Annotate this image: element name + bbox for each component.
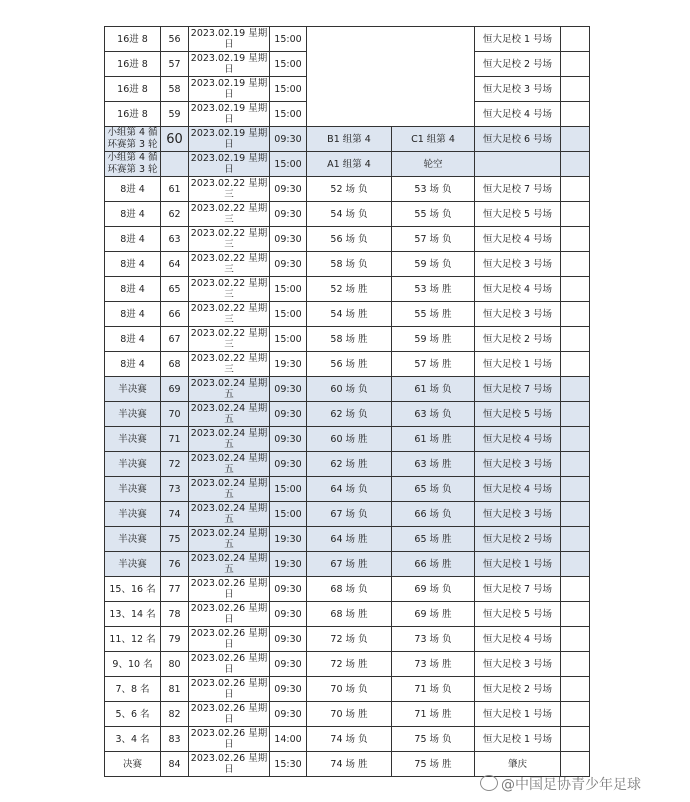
blank-cell xyxy=(561,27,590,52)
team-b-cell: 69 场 胜 xyxy=(392,602,475,627)
blank-cell xyxy=(561,152,590,177)
blank-cell xyxy=(561,352,590,377)
time-cell: 09:30 xyxy=(270,602,307,627)
blank-cell xyxy=(561,502,590,527)
time-cell: 15:00 xyxy=(270,52,307,77)
blank-cell xyxy=(561,402,590,427)
match-number-cell: 73 xyxy=(161,477,189,502)
time-cell: 15:00 xyxy=(270,152,307,177)
table-row xyxy=(105,252,590,277)
stage-cell: 3、4 名 xyxy=(105,727,161,752)
team-b-cell: 61 场 胜 xyxy=(392,427,475,452)
team-a-cell: 52 场 胜 xyxy=(307,277,392,302)
venue-cell: 恒大足校 4 号场 xyxy=(475,102,561,127)
time-cell: 15:00 xyxy=(270,502,307,527)
stage-cell: 8进 4 xyxy=(105,227,161,252)
stage-cell: 小组第 4 循环赛第 3 轮 xyxy=(105,152,161,177)
venue-cell: 恒大足校 3 号场 xyxy=(475,652,561,677)
venue-cell: 恒大足校 5 号场 xyxy=(475,602,561,627)
match-number-cell: 65 xyxy=(161,277,189,302)
blank-cell xyxy=(561,527,590,552)
team-b-cell: 59 场 胜 xyxy=(392,327,475,352)
date-cell: 2023.02.24 星期五 xyxy=(189,402,270,427)
team-a-cell: 67 场 负 xyxy=(307,502,392,527)
match-number-cell: 84 xyxy=(161,752,189,777)
stage-cell: 9、10 名 xyxy=(105,652,161,677)
venue-cell: 恒大足校 7 号场 xyxy=(475,377,561,402)
date-cell: 2023.02.22 星期三 xyxy=(189,277,270,302)
match-number-cell: 64 xyxy=(161,252,189,277)
team-a-cell: 70 场 胜 xyxy=(307,702,392,727)
watermark xyxy=(480,774,641,794)
blank-cell xyxy=(561,277,590,302)
match-number-cell: 67 xyxy=(161,327,189,352)
team-a-cell: 62 场 负 xyxy=(307,402,392,427)
team-b-cell: C1 组第 4 xyxy=(392,127,475,152)
blank-cell xyxy=(561,177,590,202)
team-b-cell: 53 场 胜 xyxy=(392,277,475,302)
team-a-cell: 68 场 负 xyxy=(307,577,392,602)
blank-cell xyxy=(561,702,590,727)
date-cell: 2023.02.26 星期日 xyxy=(189,677,270,702)
date-cell: 2023.02.24 星期五 xyxy=(189,477,270,502)
table-row xyxy=(105,477,590,502)
stage-cell: 决赛 xyxy=(105,752,161,777)
time-cell: 19:30 xyxy=(270,552,307,577)
table-row xyxy=(105,377,590,402)
date-cell: 2023.02.26 星期日 xyxy=(189,602,270,627)
venue-cell: 恒大足校 2 号场 xyxy=(475,527,561,552)
date-cell: 2023.02.24 星期五 xyxy=(189,427,270,452)
stage-cell: 8进 4 xyxy=(105,352,161,377)
date-cell: 2023.02.24 星期五 xyxy=(189,452,270,477)
venue-cell: 恒大足校 4 号场 xyxy=(475,627,561,652)
time-cell: 09:30 xyxy=(270,227,307,252)
stage-cell: 16进 8 xyxy=(105,77,161,102)
team-b-cell: 63 场 负 xyxy=(392,402,475,427)
blank-cell xyxy=(561,627,590,652)
venue-cell: 恒大足校 3 号场 xyxy=(475,77,561,102)
team-b-cell: 75 场 胜 xyxy=(392,752,475,777)
team-a-cell: 67 场 胜 xyxy=(307,552,392,577)
date-cell: 2023.02.19 星期日 xyxy=(189,127,270,152)
venue-cell: 恒大足校 2 号场 xyxy=(475,677,561,702)
team-a-cell: 54 场 胜 xyxy=(307,302,392,327)
stage-cell: 16进 8 xyxy=(105,27,161,52)
match-number-cell: 80 xyxy=(161,652,189,677)
team-a-cell: 64 场 负 xyxy=(307,477,392,502)
team-b-cell: 63 场 胜 xyxy=(392,452,475,477)
venue-cell: 恒大足校 3 号场 xyxy=(475,502,561,527)
table-row xyxy=(105,627,590,652)
watermark-text: @中国足协青少年足球 xyxy=(501,777,641,793)
stage-cell: 半决赛 xyxy=(105,452,161,477)
team-a-cell: 58 场 胜 xyxy=(307,327,392,352)
team-a-cell: 62 场 胜 xyxy=(307,452,392,477)
blank-cell xyxy=(561,452,590,477)
team-b-cell: 55 场 负 xyxy=(392,202,475,227)
team-a-cell: 60 场 胜 xyxy=(307,427,392,452)
stage-cell: 半决赛 xyxy=(105,377,161,402)
venue-cell: 恒大足校 1 号场 xyxy=(475,352,561,377)
blank-cell xyxy=(561,202,590,227)
team-a-cell: 68 场 胜 xyxy=(307,602,392,627)
team-b-cell: 59 场 负 xyxy=(392,252,475,277)
date-cell: 2023.02.26 星期日 xyxy=(189,727,270,752)
stage-cell: 7、8 名 xyxy=(105,677,161,702)
time-cell: 09:30 xyxy=(270,127,307,152)
match-number-cell: 56 xyxy=(161,27,189,52)
table-row xyxy=(105,302,590,327)
venue-cell: 恒大足校 4 号场 xyxy=(475,427,561,452)
venue-cell: 恒大足校 1 号场 xyxy=(475,727,561,752)
blank-cell xyxy=(561,327,590,352)
blank-cell xyxy=(561,227,590,252)
team-b-cell: 69 场 负 xyxy=(392,577,475,602)
blank-cell xyxy=(561,677,590,702)
stage-cell: 13、14 名 xyxy=(105,602,161,627)
time-cell: 15:30 xyxy=(270,752,307,777)
team-b-cell: 73 场 胜 xyxy=(392,652,475,677)
stage-cell: 8进 4 xyxy=(105,327,161,352)
match-number-cell: 81 xyxy=(161,677,189,702)
venue-cell: 恒大足校 3 号场 xyxy=(475,252,561,277)
blank-cell xyxy=(561,102,590,127)
stage-cell: 半决赛 xyxy=(105,402,161,427)
team-a-cell: 70 场 负 xyxy=(307,677,392,702)
time-cell: 15:00 xyxy=(270,327,307,352)
time-cell: 15:00 xyxy=(270,102,307,127)
venue-cell: 恒大足校 6 号场 xyxy=(475,127,561,152)
team-a-cell: 56 场 负 xyxy=(307,227,392,252)
match-number-cell: 83 xyxy=(161,727,189,752)
venue-cell: 恒大足校 4 号场 xyxy=(475,277,561,302)
table-row xyxy=(105,352,590,377)
blank-cell xyxy=(561,127,590,152)
team-a-cell: 52 场 负 xyxy=(307,177,392,202)
match-number-cell: 76 xyxy=(161,552,189,577)
table-row xyxy=(105,152,590,177)
team-b-cell: 65 场 胜 xyxy=(392,527,475,552)
team-b-cell: 53 场 负 xyxy=(392,177,475,202)
date-cell: 2023.02.24 星期五 xyxy=(189,552,270,577)
date-cell: 2023.02.22 星期三 xyxy=(189,252,270,277)
table-row xyxy=(105,277,590,302)
stage-cell: 5、6 名 xyxy=(105,702,161,727)
time-cell: 09:30 xyxy=(270,252,307,277)
team-b-cell: 57 场 胜 xyxy=(392,352,475,377)
time-cell: 09:30 xyxy=(270,177,307,202)
table-row xyxy=(105,752,590,777)
table-row xyxy=(105,552,590,577)
table-row xyxy=(105,577,590,602)
time-cell: 09:30 xyxy=(270,452,307,477)
team-b-cell: 65 场 负 xyxy=(392,477,475,502)
date-cell: 2023.02.26 星期日 xyxy=(189,702,270,727)
date-cell: 2023.02.22 星期三 xyxy=(189,327,270,352)
match-number-cell: 82 xyxy=(161,702,189,727)
date-cell: 2023.02.26 星期日 xyxy=(189,577,270,602)
team-a-cell: 74 场 胜 xyxy=(307,752,392,777)
blank-cell xyxy=(561,552,590,577)
time-cell: 15:00 xyxy=(270,77,307,102)
match-number-cell: 75 xyxy=(161,527,189,552)
time-cell: 09:30 xyxy=(270,652,307,677)
date-cell: 2023.02.22 星期三 xyxy=(189,177,270,202)
table-row xyxy=(105,702,590,727)
blank-cell xyxy=(561,302,590,327)
table-row xyxy=(105,27,590,52)
match-number-cell: 77 xyxy=(161,577,189,602)
venue-cell: 恒大足校 1 号场 xyxy=(475,552,561,577)
schedule-body xyxy=(105,27,590,777)
team-a-cell: 56 场 胜 xyxy=(307,352,392,377)
blank-cell xyxy=(561,52,590,77)
team-b-cell: 66 场 胜 xyxy=(392,552,475,577)
time-cell: 09:30 xyxy=(270,577,307,602)
table-row xyxy=(105,327,590,352)
blank-cell xyxy=(561,577,590,602)
blank-cell xyxy=(561,252,590,277)
venue-cell: 恒大足校 3 号场 xyxy=(475,302,561,327)
venue-cell: 恒大足校 5 号场 xyxy=(475,402,561,427)
time-cell: 09:30 xyxy=(270,677,307,702)
table-row xyxy=(105,202,590,227)
venue-cell: 恒大足校 7 号场 xyxy=(475,177,561,202)
match-number-cell: 70 xyxy=(161,402,189,427)
blank-cell xyxy=(561,427,590,452)
time-cell: 15:00 xyxy=(270,27,307,52)
blank-cell xyxy=(561,727,590,752)
weibo-icon xyxy=(480,775,498,791)
table-row xyxy=(105,452,590,477)
blank-cell xyxy=(561,477,590,502)
stage-cell: 8进 4 xyxy=(105,302,161,327)
match-number-cell: 68 xyxy=(161,352,189,377)
time-cell: 09:30 xyxy=(270,202,307,227)
time-cell: 09:30 xyxy=(270,627,307,652)
team-a-cell: 74 场 负 xyxy=(307,727,392,752)
time-cell: 19:30 xyxy=(270,527,307,552)
stage-cell: 15、16 名 xyxy=(105,577,161,602)
date-cell: 2023.02.22 星期三 xyxy=(189,227,270,252)
match-number-cell: 71 xyxy=(161,427,189,452)
stage-cell: 小组第 4 循环赛第 3 轮 xyxy=(105,127,161,152)
match-number-cell: 79 xyxy=(161,627,189,652)
blank-cell xyxy=(561,652,590,677)
team-a-cell: 60 场 负 xyxy=(307,377,392,402)
time-cell: 15:00 xyxy=(270,277,307,302)
stage-cell: 半决赛 xyxy=(105,427,161,452)
schedule-table xyxy=(104,26,590,777)
table-row xyxy=(105,402,590,427)
team-b-cell: 61 场 负 xyxy=(392,377,475,402)
stage-cell: 半决赛 xyxy=(105,552,161,577)
table-row xyxy=(105,527,590,552)
blank-cell xyxy=(561,602,590,627)
stage-cell: 8进 4 xyxy=(105,277,161,302)
team-b-cell: 轮空 xyxy=(392,152,475,177)
date-cell: 2023.02.26 星期日 xyxy=(189,627,270,652)
time-cell: 09:30 xyxy=(270,377,307,402)
team-b-cell: 66 场 负 xyxy=(392,502,475,527)
date-cell: 2023.02.19 星期日 xyxy=(189,102,270,127)
blank-cell xyxy=(561,377,590,402)
team-a-cell: A1 组第 4 xyxy=(307,152,392,177)
stage-cell: 半决赛 xyxy=(105,502,161,527)
match-number-cell: 78 xyxy=(161,602,189,627)
time-cell: 09:30 xyxy=(270,702,307,727)
table-row xyxy=(105,652,590,677)
time-cell: 15:00 xyxy=(270,302,307,327)
match-number-cell: 58 xyxy=(161,77,189,102)
match-number-cell: 57 xyxy=(161,52,189,77)
date-cell: 2023.02.26 星期日 xyxy=(189,752,270,777)
stage-cell: 半决赛 xyxy=(105,477,161,502)
team-a-cell: 64 场 胜 xyxy=(307,527,392,552)
table-row xyxy=(105,502,590,527)
stage-cell: 16进 8 xyxy=(105,52,161,77)
match-number-cell: 62 xyxy=(161,202,189,227)
venue-cell: 恒大足校 4 号场 xyxy=(475,477,561,502)
stage-cell: 半决赛 xyxy=(105,527,161,552)
match-number-cell: 66 xyxy=(161,302,189,327)
date-cell: 2023.02.24 星期五 xyxy=(189,527,270,552)
venue-cell: 恒大足校 1 号场 xyxy=(475,702,561,727)
stage-cell: 8进 4 xyxy=(105,202,161,227)
team-b-cell: 71 场 负 xyxy=(392,677,475,702)
time-cell: 15:00 xyxy=(270,477,307,502)
venue-cell: 恒大足校 7 号场 xyxy=(475,577,561,602)
match-number-cell: 61 xyxy=(161,177,189,202)
date-cell: 2023.02.22 星期三 xyxy=(189,352,270,377)
stage-cell: 16进 8 xyxy=(105,102,161,127)
table-row xyxy=(105,427,590,452)
venue-cell: 恒大足校 4 号场 xyxy=(475,227,561,252)
team-b-cell: 73 场 负 xyxy=(392,627,475,652)
table-row xyxy=(105,602,590,627)
team-b-cell: 75 场 负 xyxy=(392,727,475,752)
time-cell: 09:30 xyxy=(270,402,307,427)
date-cell: 2023.02.22 星期三 xyxy=(189,202,270,227)
match-number-cell: 69 xyxy=(161,377,189,402)
venue-cell: 恒大足校 2 号场 xyxy=(475,327,561,352)
team-cell-merged xyxy=(307,27,475,127)
date-cell: 2023.02.24 星期五 xyxy=(189,502,270,527)
date-cell: 2023.02.22 星期三 xyxy=(189,302,270,327)
stage-cell: 8进 4 xyxy=(105,252,161,277)
team-a-cell: 72 场 负 xyxy=(307,627,392,652)
blank-cell xyxy=(561,77,590,102)
match-number-cell: 60 xyxy=(161,127,189,152)
match-number-cell: 59 xyxy=(161,102,189,127)
venue-cell xyxy=(475,152,561,177)
team-a-cell: 72 场 胜 xyxy=(307,652,392,677)
date-cell: 2023.02.24 星期五 xyxy=(189,377,270,402)
team-b-cell: 71 场 胜 xyxy=(392,702,475,727)
date-cell: 2023.02.19 星期日 xyxy=(189,77,270,102)
time-cell: 19:30 xyxy=(270,352,307,377)
venue-cell: 恒大足校 2 号场 xyxy=(475,52,561,77)
table-row xyxy=(105,227,590,252)
match-number-cell xyxy=(161,152,189,177)
time-cell: 09:30 xyxy=(270,427,307,452)
venue-cell: 恒大足校 5 号场 xyxy=(475,202,561,227)
date-cell: 2023.02.26 星期日 xyxy=(189,652,270,677)
time-cell: 14:00 xyxy=(270,727,307,752)
table-row xyxy=(105,677,590,702)
match-number-cell: 72 xyxy=(161,452,189,477)
venue-cell: 肇庆 xyxy=(475,752,561,777)
team-a-cell: 58 场 负 xyxy=(307,252,392,277)
team-b-cell: 57 场 负 xyxy=(392,227,475,252)
date-cell: 2023.02.19 星期日 xyxy=(189,152,270,177)
table-row xyxy=(105,727,590,752)
match-number-cell: 63 xyxy=(161,227,189,252)
venue-cell: 恒大足校 1 号场 xyxy=(475,27,561,52)
match-number-cell: 74 xyxy=(161,502,189,527)
team-a-cell: 54 场 负 xyxy=(307,202,392,227)
stage-cell: 8进 4 xyxy=(105,177,161,202)
venue-cell: 恒大足校 3 号场 xyxy=(475,452,561,477)
team-b-cell: 55 场 胜 xyxy=(392,302,475,327)
team-a-cell: B1 组第 4 xyxy=(307,127,392,152)
blank-cell xyxy=(561,752,590,777)
table-row xyxy=(105,177,590,202)
date-cell: 2023.02.19 星期日 xyxy=(189,27,270,52)
stage-cell: 11、12 名 xyxy=(105,627,161,652)
date-cell: 2023.02.19 星期日 xyxy=(189,52,270,77)
table-row xyxy=(105,127,590,152)
